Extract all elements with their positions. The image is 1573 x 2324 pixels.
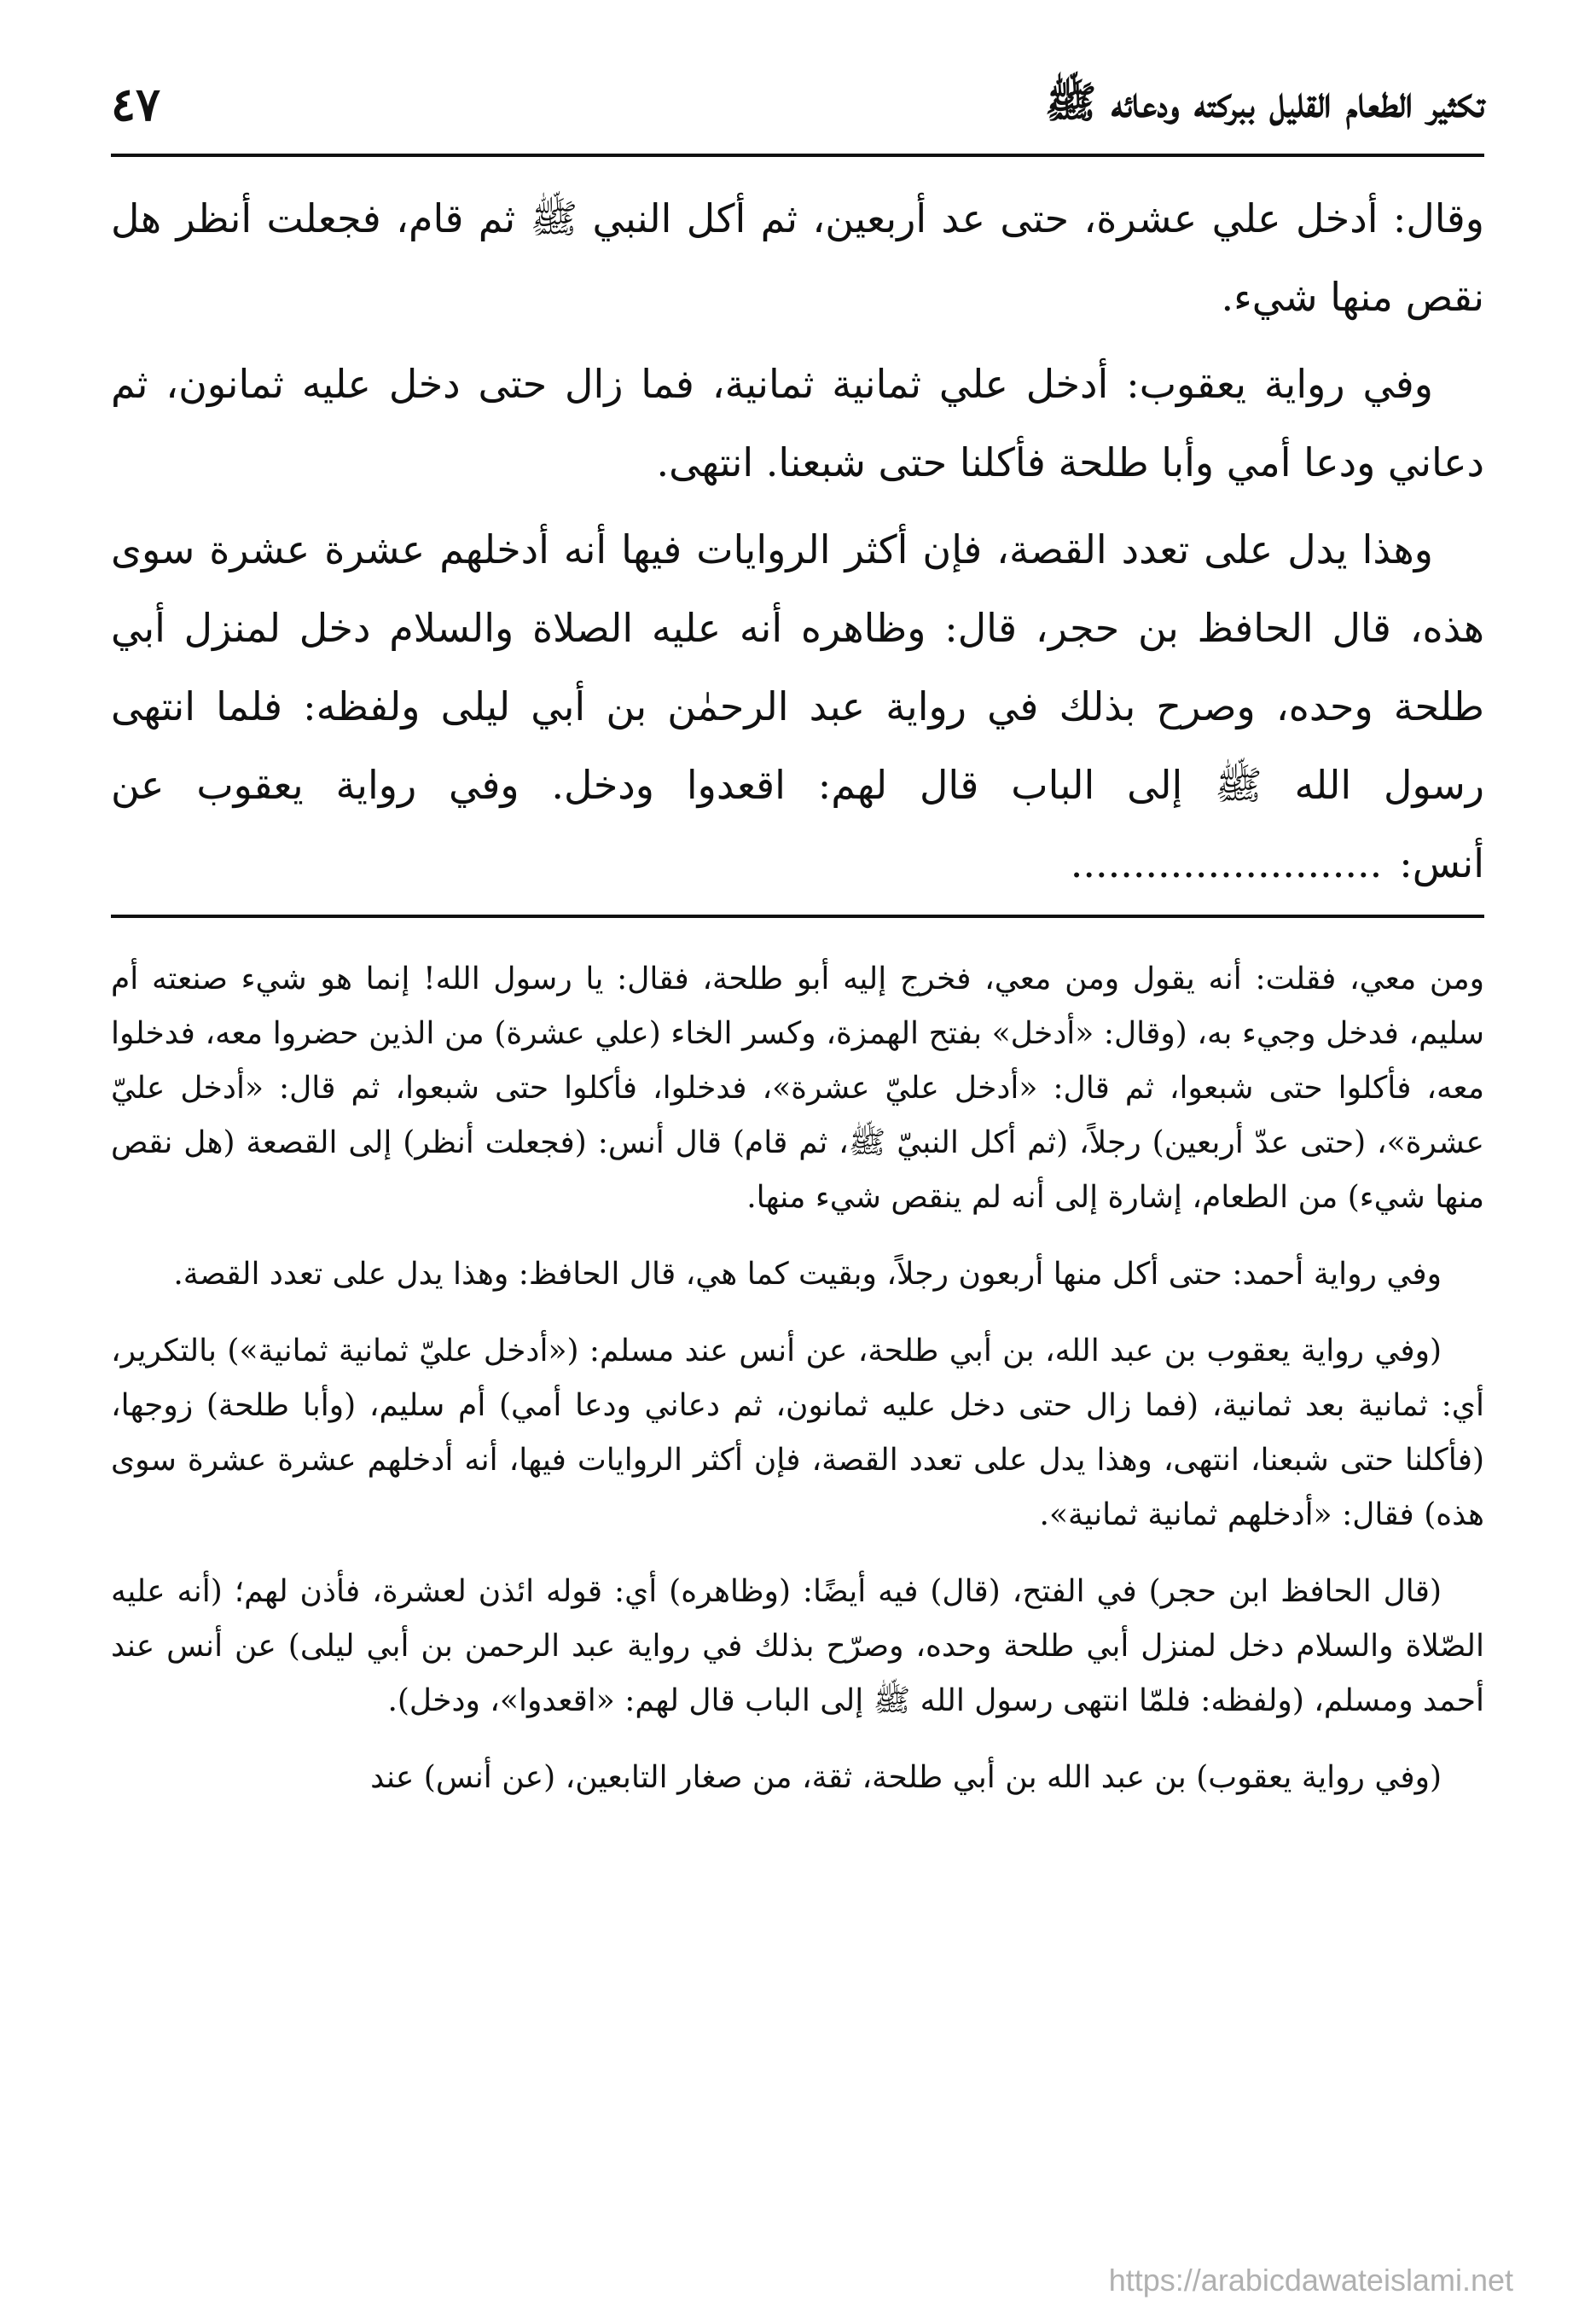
footnote-separator xyxy=(111,915,1484,918)
commentary-paragraph-4: (قال الحافظ ابن حجر) في الفتح، (قال) فيه أيضًا: (وظاهره) أي: قوله ائذن لعشرة، فأذن لهم؛ (أنه عليه الصّلاة والسلام دخل لمنزل أبي طلحة وحده، وصرّح بذلك في رواية عبد الرحمن بن أبي ليلى) عن أنس عند أحمد ومسلم، (ولفظه: فلمّا انتهى رسول الله ﷺ إلى الباب قال لهم: «اقعدوا»، ودخل). xyxy=(111,1574,1484,1718)
watermark-url: https://arabicdawateislami.net xyxy=(1108,2263,1513,2298)
commentary-paragraph-1: ومن معي، فقلت: أنه يقول ومن معي، فخرج إليه أبو طلحة، فقال: يا رسول الله! إنما هو شيء صنعته أم سليم، فدخل وجيء به، (وقال: «أدخل» بفتح الهمزة، وكسر الخاء (علي عشرة) من الذين حضروا معه، فدخلوا معه، فأكلوا حتى شبعوا، ثم قال: «أدخل عليّ عشرة»، فدخلوا، فأكلوا حتى شبعوا، ثم قال: «أدخل عليّ عشرة»، (حتى عدّ أربعين) رجلاً، (ثم أكل النبيّ ﷺ، ثم قام) قال أنس: (فجعلت أنظر) إلى القصعة (هل نقص منها شيء) من الطعام، إشارة إلى أنه لم ينقص شيء منها. xyxy=(111,962,1484,1215)
main-paragraph-3-text: وهذا يدل على تعدد القصة، فإن أكثر الروايات فيها أنه أدخلهم عشرة عشرة سوى هذه، قال الحافظ بن حجر، قال: وظاهره أنه عليه الصلاة والسلام دخل لمنزل أبي طلحة وحده، وصرح بذلك في رواية عبد الرحمٰن بن أبي ليلى ولفظه: فلما انتهى رسول الله ﷺ إلى الباب قال لهم: اقعدوا ودخل. وفي رواية يعقوب عن أنس: xyxy=(111,526,1484,886)
commentary-paragraph-2: وفي رواية أحمد: حتى أكل منها أربعون رجلاً، وبقيت كما هي، قال الحافظ: وهذا يدل على تعدد القصة. xyxy=(173,1257,1442,1292)
main-text xyxy=(111,179,1484,903)
main-paragraph-2: وفي رواية يعقوب: أدخل علي ثمانية ثمانية، فما زال حتى دخل عليه ثمانون، ثم دعاني ودعا أمي وأبا طلحة فأكلنا حتى شبعنا. انتهى. xyxy=(111,361,1484,485)
running-title: تكثير الطعام القليل ببركته ودعائه ﷺ xyxy=(1044,77,1484,127)
commentary-paragraph-5: (وفي رواية يعقوب) بن عبد الله بن أبي طلحة، ثقة، من صغار التابعين، (عن أنس) عند xyxy=(370,1760,1442,1795)
main-paragraph-3 xyxy=(111,510,1484,903)
page-header xyxy=(111,60,1484,162)
header-rule xyxy=(111,154,1484,157)
main-paragraph-1: وقال: أدخل علي عشرة، حتى عد أربعين، ثم أكل النبي ﷺ ثم قام، فجعلت أنظر هل نقص منها شيء. xyxy=(111,195,1484,320)
commentary xyxy=(111,952,1484,1805)
ellipsis-dots: ......................... xyxy=(1070,840,1383,886)
book-page xyxy=(111,60,1484,2278)
page-number: ٤٧ xyxy=(111,77,161,131)
commentary-paragraph-3: (وفي رواية يعقوب بن عبد الله، بن أبي طلحة، عن أنس عند مسلم: («أدخل عليّ ثمانية ثمانية») بالتكرير، أي: ثمانية بعد ثمانية، (فما زال حتى دخل عليه ثمانون، ثم دعاني ودعا أمي) أم سليم، (وأبا طلحة) زوجها، (فأكلنا حتى شبعنا، انتهى، وهذا يدل على تعدد القصة، فإن أكثر الروايات فيها، أنه أدخلهم عشرة عشرة سوى هذه) فقال: «أدخلهم ثمانية ثمانية». xyxy=(111,1333,1484,1532)
